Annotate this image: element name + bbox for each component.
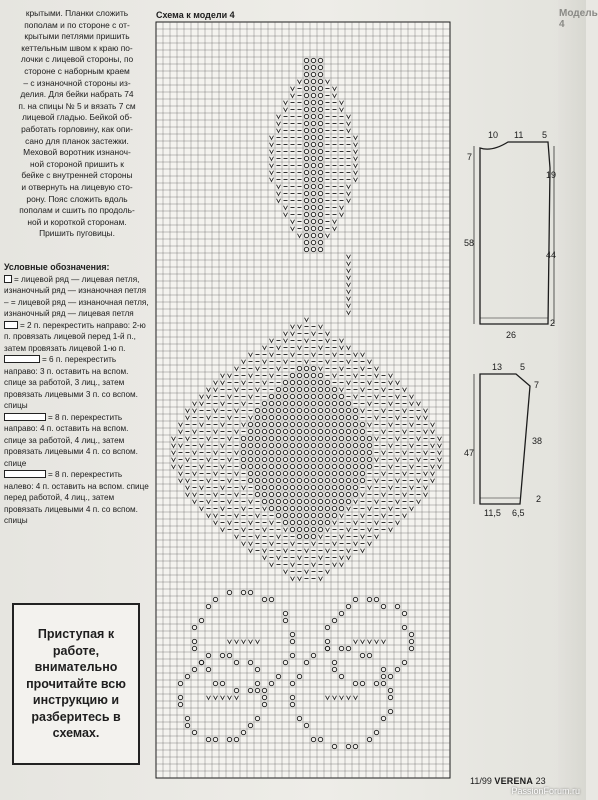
knitting-chart xyxy=(156,22,454,782)
front-dim-top-left: 10 xyxy=(488,130,499,140)
front-dim-hem: 2 xyxy=(550,318,556,328)
front-dim-side: 44 xyxy=(546,250,557,260)
cross-2-symbol-icon xyxy=(4,321,18,329)
sleeve-outline xyxy=(480,374,530,504)
instruction-line: и отвернуть на лицевую сто- xyxy=(21,181,133,192)
page-footer xyxy=(470,776,546,786)
sleeve-schematic xyxy=(462,360,558,520)
knit-symbol-icon xyxy=(4,275,12,283)
legend-item: = лицевой ряд — лицевая петля, изнаночный ряд — изнаночная петля xyxy=(4,274,147,295)
legend-item: = 2 п. перекрестить направо: 2-ю п. провязать лицевой перед 1-й п., затем провязать лицевой 1-ю п. xyxy=(4,320,146,353)
front-dim-total-height: 58 xyxy=(464,238,475,248)
sleeve-dim-hem: 2 xyxy=(536,494,542,504)
instruction-line: Пришить пуговицы. xyxy=(39,228,115,239)
sleeve-dim-cap: 7 xyxy=(534,380,540,390)
front-dim-top-mid: 11 xyxy=(514,130,524,140)
next-page-bleed xyxy=(558,0,586,800)
instruction-line: ной стороной пришить к xyxy=(30,158,124,169)
notice-box xyxy=(12,603,140,765)
sleeve-dim-top-right: 5 xyxy=(520,362,526,372)
legend xyxy=(4,262,150,527)
cross-8-left-symbol-icon xyxy=(4,470,46,478)
front-dim-armhole: 19 xyxy=(546,170,557,180)
sleeve-dim-bottom-left: 11,5 xyxy=(484,508,501,518)
sleeve-dim-total-height: 47 xyxy=(464,448,475,458)
front-dim-top-right: 5 xyxy=(542,130,548,140)
instruction-line: рону. Пояс сложить вдоль xyxy=(26,193,128,204)
instruction-line: кеттельным швом к краю по- xyxy=(21,42,133,53)
instruction-line: Меховой воротник изнаноч- xyxy=(23,147,131,158)
front-outline xyxy=(480,142,550,324)
instruction-line: бейке с внутренней стороны xyxy=(21,170,133,181)
next-page-heading: Модель 4 xyxy=(559,8,598,30)
legend-title: Условные обозначения: xyxy=(4,262,110,272)
sleeve-dim-bottom-right: 6,5 xyxy=(512,508,525,518)
sleeve-dim-side: 38 xyxy=(532,436,543,446)
instruction-line: п. на спицы № 5 и вязать 7 см xyxy=(18,100,136,111)
cross-6-symbol-icon xyxy=(4,355,40,363)
cross-8-right-symbol-icon xyxy=(4,413,46,421)
front-dim-neck: 7 xyxy=(467,152,473,162)
legend-item: – = лицевой ряд — изнаночная петля, изнаночный ряд — лицевая петля xyxy=(4,297,149,318)
instruction-line: лицевой гладью. Бейкой об- xyxy=(21,112,133,123)
issue-number: 11/99 xyxy=(470,776,492,786)
instruction-line: стороне с наборным краем xyxy=(24,65,130,76)
instruction-line: пополам и по стороне с от- xyxy=(24,19,130,30)
front-dim-width: 26 xyxy=(506,330,517,340)
legend-item: = 8 п. перекрестить налево: 4 п. оставить на вспом. спице перед работой, 4 лиц., затем провязать лицевыми 4 п. со вспом. спицы xyxy=(4,470,149,525)
instruction-line: крытыми петлями пришить xyxy=(24,31,130,42)
legend-item: = 8 п. перекрестить направо: 4 п. оставить на вспом. спице за работой, 4 лиц., затем провязать лицевыми 4 п. со вспом. спице xyxy=(4,412,138,468)
instructions-text xyxy=(4,8,150,240)
instruction-line: лочки с лицевой стороны, по xyxy=(20,54,134,65)
instruction-line: сано для планок застежки. xyxy=(25,135,129,146)
instruction-line: работать горловину, как опи- xyxy=(21,123,133,134)
instruction-line: крытыми. Планки сложить xyxy=(25,8,129,18)
notice-text: Приступая к работе, внимательно прочитайте всю инструкцию и разберитесь в схемах. xyxy=(26,627,126,741)
legend-item: = 6 п. перекрестить направо: 3 п. оставить на вспом. спице за работой, 3 лиц., затем провязать лицевыми 3 п. со вспом. спицы xyxy=(4,355,138,410)
front-schematic xyxy=(462,128,558,340)
watermark: PassionForum.ru xyxy=(511,786,580,796)
instruction-line: делия. Для бейки набрать 74 xyxy=(20,89,134,100)
instruction-line: ной и короткой сторонам. xyxy=(27,216,127,227)
magazine-name: VERENA xyxy=(494,776,534,786)
sleeve-dim-top-left: 13 xyxy=(492,362,503,372)
instruction-line: пополам и сшить по продоль- xyxy=(19,205,135,216)
page-number: 23 xyxy=(535,776,546,786)
instruction-line: – с изнаночной стороны из- xyxy=(23,77,131,88)
chart-title: Схема к модели 4 xyxy=(156,10,235,20)
